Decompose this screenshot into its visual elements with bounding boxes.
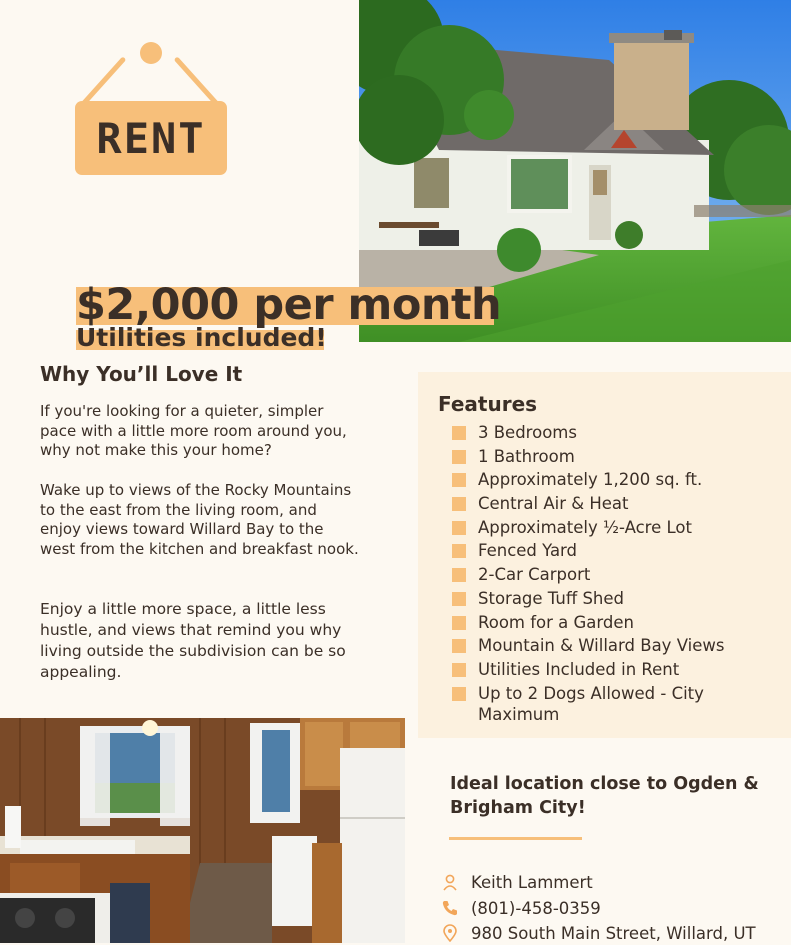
square-bullet-icon <box>452 544 466 558</box>
list-item <box>452 540 782 561</box>
contact-phone-row <box>440 896 601 920</box>
features-list <box>452 422 782 727</box>
list-item <box>452 659 782 680</box>
feature-label: Approximately ½-Acre Lot <box>478 517 692 537</box>
contact-address-row <box>440 921 756 945</box>
list-item <box>452 612 782 633</box>
square-bullet-icon <box>452 450 466 464</box>
square-bullet-icon <box>452 663 466 677</box>
contact-name: Keith Lammert <box>471 872 593 892</box>
features-title: Features <box>438 392 538 416</box>
kitchen-photo <box>0 718 405 943</box>
contact-address: 980 South Main Street, Willard, UT <box>471 923 756 943</box>
feature-label: Room for a Garden <box>478 612 634 632</box>
rent-sign-label: RENT <box>75 101 227 175</box>
why-paragraph: Wake up to views of the Rocky Mountains to the east from the living room, and enjoy views toward Willard Bay to the west from the kitchen and breakfast nook. <box>40 481 359 558</box>
divider <box>449 837 582 840</box>
square-bullet-icon <box>452 521 466 535</box>
feature-label: 3 Bedrooms <box>478 423 577 442</box>
square-bullet-icon <box>452 426 466 440</box>
sign-hook-icon <box>140 42 162 64</box>
why-section-title: Why You’ll Love It <box>40 362 243 386</box>
why-paragraph: If you're looking for a quieter, simpler pace with a little more room around you, why not make this your home? <box>40 402 347 459</box>
feature-label: Approximately 1,200 sq. ft. <box>478 470 703 490</box>
square-bullet-icon <box>452 497 466 511</box>
feature-label: Fenced Yard <box>478 541 578 561</box>
why-paragraph: Enjoy a little more space, a little less hustle, and views that remind you why living outside the subdivision can be so appealing. <box>40 600 346 681</box>
square-bullet-icon <box>452 616 466 630</box>
feature-label: Utilities Included in Rent <box>478 659 680 679</box>
feature-label: Storage Tuff Shed <box>478 588 625 608</box>
location-pin-icon <box>440 923 460 943</box>
contact-name-row <box>440 870 593 894</box>
utilities-note: Utilities included! <box>76 323 327 352</box>
list-item <box>452 469 782 490</box>
feature-label: 2-Car Carport <box>478 565 591 585</box>
price-amount: $2,000 per month <box>76 280 502 330</box>
list-item <box>452 517 782 538</box>
user-icon <box>440 872 460 892</box>
feature-label: Mountain & Willard Bay Views <box>478 636 725 656</box>
feature-label: Up to 2 Dogs Allowed - City Maximum <box>478 683 704 724</box>
list-item <box>452 635 782 656</box>
list-item <box>452 564 782 585</box>
rent-sign <box>70 40 235 180</box>
square-bullet-icon <box>452 473 466 487</box>
square-bullet-icon <box>452 592 466 606</box>
list-item <box>452 446 782 467</box>
contact-phone[interactable]: (801)-458-0359 <box>471 898 601 918</box>
list-item <box>452 588 782 609</box>
list-item <box>452 683 782 725</box>
feature-label: Central Air & Heat <box>478 494 629 514</box>
square-bullet-icon <box>452 687 466 701</box>
feature-label: 1 Bathroom <box>478 446 575 466</box>
list-item <box>452 422 782 443</box>
location-headline: Ideal location close to Ogden & Brigham City! <box>450 774 759 818</box>
phone-icon <box>440 898 460 918</box>
square-bullet-icon <box>452 639 466 653</box>
square-bullet-icon <box>452 568 466 582</box>
list-item <box>452 493 782 514</box>
